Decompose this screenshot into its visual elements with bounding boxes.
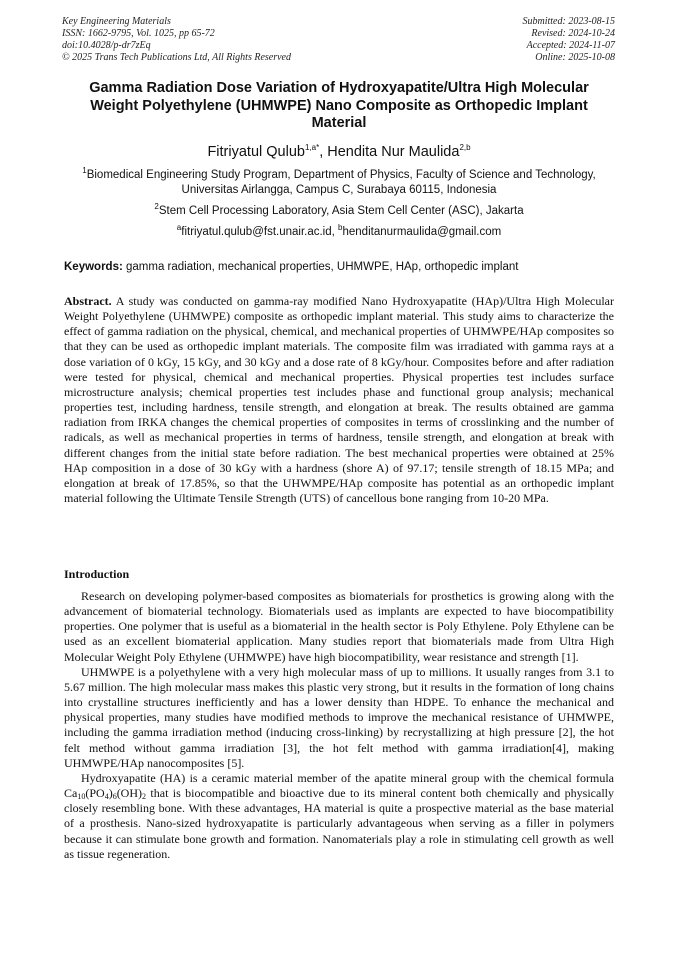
affiliation-1-mark: 1	[82, 166, 87, 176]
keywords-label: Keywords:	[64, 261, 123, 273]
intro-p3-text-e: that is biocompatible and bioactive due to its mineral content both chemically and physically closely resembling bone. With these advantages, HA material is quite a prospective material as the base material of a prosthesis. Nano-sized hydroxyapatite is particularly advantageous when serving as a filler in polymers because it can stimulate bone growth and formation. Nanomaterials play a role in stimulating cell growth as well as tissue regeneration.	[64, 786, 614, 861]
affiliation-1-text: Biomedical Engineering Study Program, Department of Physics, Faculty of Science and Technology, Universitas Airlangga, Campus C, Surabaya 60115, Indonesia	[86, 169, 596, 196]
issn-line: ISSN: 1662-9795, Vol. 1025, pp 65-72	[62, 28, 215, 39]
author-emails	[62, 225, 616, 240]
affiliation-2	[62, 204, 616, 219]
intro-paragraph-3	[64, 771, 614, 862]
intro-paragraph-2: UHMWPE is a polyethylene with a very high molecular mass of up to millions. It usually ranges from 3.1 to 5.67 million. The high molecular mass makes this plastic very strong, but it results in the formation of long chains into crystalline structures inefficiently and has a lower density than HDPE. To enhance the mechanical and physical properties, many studies have modified methods to improve the mechanical resistance of UHMWPE, including the gamma irradiation method (inducing cross-linking) by recrystallizing at high pressure [2], the hot felt method without gamma irradiation [3], the hot felt method with gamma irradiation[4], making UHMWPE/HAp nanocomposites [5].	[64, 664, 614, 770]
journal-header-left	[62, 16, 291, 64]
intro-p3-text-d: (OH)	[116, 786, 143, 801]
journal-name: Key Engineering Materials	[62, 16, 171, 27]
formula-subscript-2: 2	[142, 792, 147, 802]
affiliation-2-text: Stem Cell Processing Laboratory, Asia Stem Cell Center (ASC), Jakarta	[158, 205, 524, 217]
intro-p3-text-c: )	[108, 786, 113, 801]
author-1: Fitriyatul Qulub	[207, 144, 305, 160]
submitted-date: Submitted: 2023-08-15	[522, 16, 615, 27]
affiliation-2-mark: 2	[154, 202, 159, 212]
formula-subscript-10: 10	[77, 792, 86, 802]
email-b: henditanurmaulida@gmail.com	[342, 226, 502, 238]
keywords-line	[64, 260, 616, 275]
formula-subscript-4: 4	[104, 792, 109, 802]
intro-paragraph-1: Research on developing polymer-based composites as biomaterials for prosthetics is growing along with the advancement of biomaterial technology. Biomaterials used as implants are expected to have biocompatibility properties. One polymer that is useful as a biomaterial in the health sector is Poly Ethylene. Poly Ethylene can be used as an excellent biomaterial application. Many studies report that biomaterials made from Ultra High Molecular Weight Poly Ethylene (UHMWPE) have high biocompatibility, wear resistance and strength [1].	[64, 589, 614, 664]
author-2: Hendita Nur Maulida	[327, 144, 460, 160]
revised-date: Revised: 2024-10-24	[531, 28, 615, 39]
abstract-paragraph	[64, 294, 614, 506]
author-separator: ,	[319, 144, 328, 160]
accepted-date: Accepted: 2024-11-07	[526, 40, 615, 51]
email-a-mark: a	[176, 223, 182, 233]
affiliation-1	[62, 168, 616, 198]
author-1-affiliation-mark: 1,a*	[304, 143, 320, 153]
introduction-heading: Introduction	[64, 567, 130, 581]
intro-p3-text-b: (PO	[85, 786, 105, 801]
intro-p3-text-a: Hydroxyapatite (HA) is a ceramic material member of the apatite mineral group with the chemical formula Ca	[64, 770, 614, 801]
introduction-body	[64, 589, 614, 862]
author-list	[62, 143, 616, 161]
doi-line: doi:10.4028/p-dr7zEq	[62, 40, 151, 51]
author-2-affiliation-mark: 2,b	[459, 143, 471, 153]
online-date: Online: 2025-10-08	[535, 52, 615, 63]
formula-subscript-6: 6	[112, 792, 117, 802]
abstract-label: Abstract.	[64, 294, 112, 308]
email-b-mark: b	[338, 223, 343, 233]
paper-title: Gamma Radiation Dose Variation of Hydroxyapatite/Ultra High Molecular Weight Polyethylene (UHMWPE) Nano Composite as Orthopedic Implant Material	[89, 80, 589, 131]
keywords-text: gamma radiation, mechanical properties, UHMWPE, HAp, orthopedic implant	[122, 261, 519, 273]
copyright-line: © 2025 Trans Tech Publications Ltd, All Rights Reserved	[62, 52, 291, 63]
journal-header-right	[523, 16, 616, 64]
abstract-text: A study was conducted on gamma-ray modified Nano Hydroxyapatite (HAp)/Ultra High Molecular Weight Polyethylene (UHMWPE) composite as orthopedic implant material. This study aims to characterize the effect of gamma radiation on the physical, chemical, and mechanical properties of UHMWPE/HAp composites so that they can be used as orthopedic implant materials. The composite film was irradiated with gamma rays at a dose variation of 0 kGy, 15 kGy, and 30 kGy and a dose rate of 8 kGy/hour. Composites before and after radiation were tested for physical, chemical and mechanical properties. Physical properties test includes surface microstructure analysis; chemical properties test includes phase and functional group analysis; mechanical properties test, including hardness, tensile strength, and elongation at break. The results obtained are gamma radiation from IRKA changes the chemical properties of composites in terms of crosslinking and the number of radicals, as well as mechanical properties in terms of hardness, tensile strength, and elongation at break with different changes from the initial state before radiation. The best mechanical properties were obtained at 25% HAp composition in a dose of 30 kGy with a hardness (shore A) of 97.17; tensile strength of 18.15 MPa; and elongation at break of 17.85%, so that the UHWMPE/HAp composite has potential as an orthopedic implant material following the Ultimate Tensile Strength (UTS) of cancellous bone ranging from 10-20 MPa.	[64, 294, 614, 506]
email-a: fitriyatul.qulub@fst.unair.ac.id,	[181, 226, 339, 238]
